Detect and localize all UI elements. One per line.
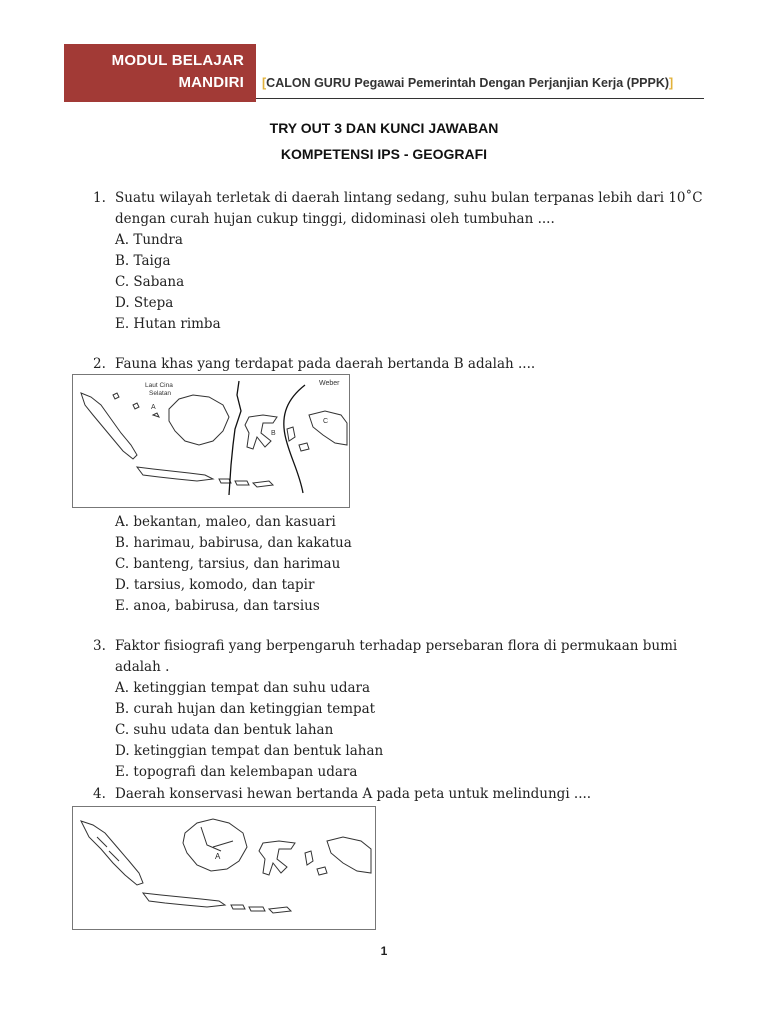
map-label-sea2: Selatan (149, 390, 172, 397)
question-text: Suatu wilayah terletak di daerah lintang sedang, suhu bulan terpanas lebih dari 10˚C (115, 190, 703, 206)
option-d: D. ketinggian tempat dan bentuk lahan (115, 743, 384, 759)
option-a: A. Tundra (115, 232, 183, 248)
option-c: C. Sabana (115, 274, 185, 290)
map-label-a: A (151, 404, 156, 411)
banner-line-1: MODUL BELAJAR (111, 52, 244, 69)
question-number: 2. (93, 356, 106, 372)
option-a: A. bekantan, maleo, dan kasuari (115, 514, 336, 530)
header-subtitle: [CALON GURU Pegawai Pemerintah Dengan Perjanjian Kerja (PPPK)] (262, 76, 674, 90)
question-number: 4. (93, 786, 106, 802)
option-b: B. harimau, babirusa, dan kakatua (115, 535, 352, 551)
question-4 (93, 784, 715, 805)
question-number: 3. (93, 638, 106, 654)
map-label-sea: Laut Cina (145, 382, 173, 389)
banner-line-2: MANDIRI (178, 74, 244, 91)
question-1 (93, 188, 715, 335)
option-e: E. Hutan rimba (115, 316, 221, 332)
document-title: TRY OUT 3 DAN KUNCI JAWABAN (269, 120, 499, 136)
question-text: Fauna khas yang terdapat pada daerah bertanda B adalah .... (115, 356, 536, 372)
question-2-options (93, 512, 715, 617)
map-label-c: C (323, 418, 329, 425)
option-a: A. ketinggian tempat dan suhu udara (115, 680, 371, 696)
option-d: D. Stepa (115, 295, 174, 311)
header-rule (256, 98, 704, 99)
option-e: E. topografi dan kelembapan udara (115, 764, 358, 780)
option-c: C. banteng, tarsius, dan harimau (115, 556, 341, 572)
option-c: C. suhu udata dan bentuk lahan (115, 722, 334, 738)
question-text: Faktor fisiografi yang berpengaruh terhadap persebaran flora di permukaan bumi adalah . (115, 638, 678, 675)
question-number: 1. (93, 190, 106, 206)
option-d: D. tarsius, komodo, dan tapir (115, 577, 315, 593)
indonesia-map-conservation (72, 806, 376, 930)
option-e: E. anoa, babirusa, dan tarsius (115, 598, 320, 614)
question-text: Daerah konservasi hewan bertanda A pada peta untuk melindungi .... (115, 786, 592, 802)
module-banner (64, 44, 256, 102)
subtitle-text: CALON GURU Pegawai Pemerintah Dengan Perjanjian Kerja (PPPK) (266, 76, 670, 90)
question-3 (93, 636, 715, 783)
question-2 (93, 354, 715, 375)
map-label-weber: Weber (319, 380, 340, 387)
question-text: dengan curah hujan cukup tinggi, didominasi oleh tumbuhan .... (115, 211, 555, 227)
map-label-a: A (215, 852, 221, 861)
indonesia-map-wallace-weber (72, 374, 350, 508)
map-label-b: B (271, 430, 276, 437)
page-number: 1 (380, 944, 388, 958)
option-b: B. Taiga (115, 253, 171, 269)
option-b: B. curah hujan dan ketinggian tempat (115, 701, 376, 717)
document-subtitle: KOMPETENSI IPS - GEOGRAFI (280, 146, 488, 162)
